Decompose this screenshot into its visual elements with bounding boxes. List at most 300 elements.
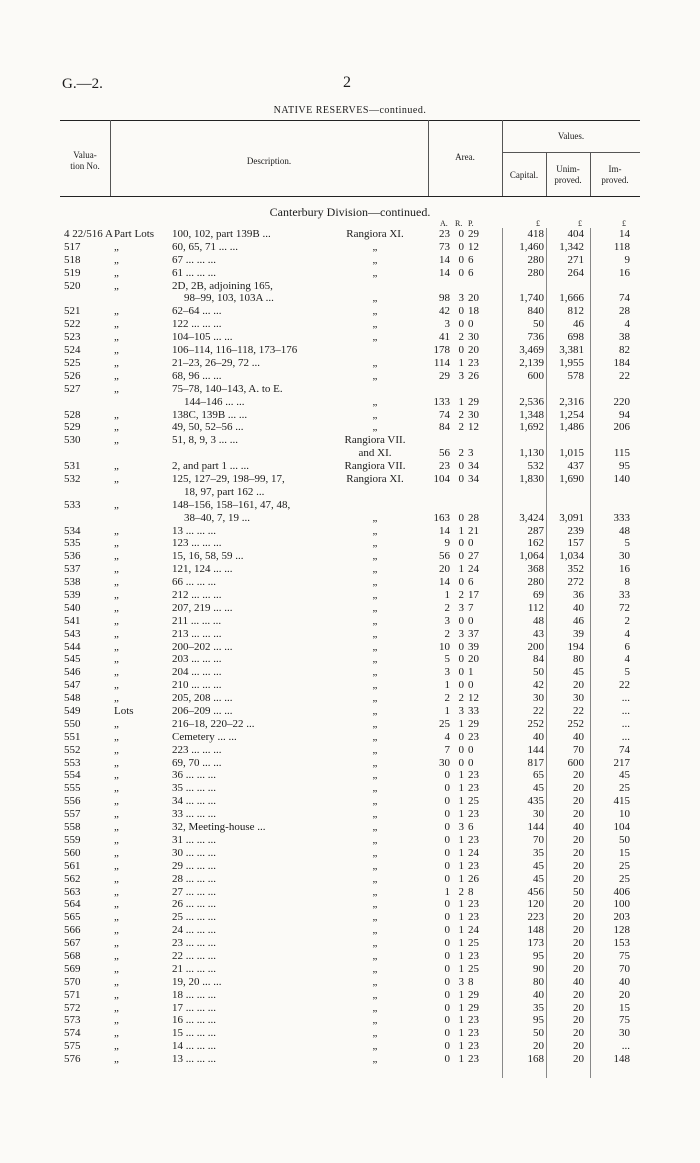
valuation-number: 562 — [64, 872, 81, 885]
valuation-number: 534 — [64, 524, 81, 537]
valuation-number: 541 — [64, 614, 81, 627]
lot-description: 60, 65, 71 ... ... — [172, 240, 238, 253]
valuation-number: 552 — [64, 743, 81, 756]
value-unimproved: 20 — [573, 937, 584, 950]
valuation-number: 555 — [64, 782, 81, 795]
table-row — [0, 821, 700, 834]
area-acres: 2 — [444, 601, 450, 614]
area-perches: 7 — [468, 601, 474, 614]
value-unimproved: 578 — [567, 369, 584, 382]
value-capital: 45 — [533, 782, 544, 795]
table-row — [0, 318, 700, 331]
table-row — [0, 615, 700, 628]
area-roods: 0 — [458, 344, 464, 357]
valuation-number: 525 — [64, 356, 81, 369]
value-capital: 200 — [527, 640, 544, 653]
value-unimproved: 40 — [573, 730, 584, 743]
area-acres: 1 — [444, 705, 450, 718]
value-unimproved: 45 — [573, 666, 584, 679]
value-unimproved: 70 — [573, 743, 584, 756]
value-improved: ... — [621, 717, 630, 730]
lot-prefix: „ — [114, 653, 119, 666]
district-name: „ — [372, 705, 378, 718]
area-acres: 0 — [444, 808, 450, 821]
lot-description: 21 ... ... ... — [172, 962, 216, 975]
district-name: „ — [372, 911, 378, 924]
value-capital: 50 — [533, 318, 544, 331]
unit-pound-capital: £ — [536, 219, 540, 228]
valuation-number: 521 — [64, 305, 81, 318]
area-acres: 178 — [433, 344, 450, 357]
area-acres: 29 — [439, 369, 450, 382]
district-name: „ — [372, 1001, 378, 1014]
col-header-area: Area. — [455, 152, 475, 162]
table-row — [0, 537, 700, 550]
value-capital: 148 — [527, 924, 544, 937]
lot-prefix: „ — [114, 408, 119, 421]
lot-description: 203 ... ... ... — [172, 653, 222, 666]
valuation-number: 564 — [64, 898, 81, 911]
value-improved: 128 — [613, 924, 630, 937]
lot-description: 61 ... ... ... — [172, 266, 216, 279]
value-capital: 280 — [527, 253, 544, 266]
area-perches: 12 — [468, 421, 479, 434]
area-roods: 3 — [458, 821, 464, 834]
value-capital: 30 — [533, 808, 544, 821]
lot-description: 29 ... ... ... — [172, 859, 216, 872]
lot-description: 24 ... ... ... — [172, 924, 216, 937]
area-acres: 2 — [444, 692, 450, 705]
table-row — [0, 499, 700, 525]
lot-prefix: „ — [114, 1040, 119, 1053]
valuation-number: 563 — [64, 885, 81, 898]
area-perches: 34 — [468, 460, 479, 473]
value-improved: 333 — [613, 511, 630, 524]
table-row — [0, 847, 700, 860]
area-perches: 21 — [468, 524, 479, 537]
valuation-number: 537 — [64, 563, 81, 576]
value-unimproved: 437 — [567, 460, 584, 473]
area-acres: 14 — [439, 253, 450, 266]
value-capital: 45 — [533, 859, 544, 872]
value-improved: 6 — [624, 640, 630, 653]
area-acres: 3 — [444, 666, 450, 679]
area-perches: 25 — [468, 795, 479, 808]
lot-prefix: „ — [114, 550, 119, 563]
district-name: „ — [372, 898, 378, 911]
value-capital: 35 — [533, 1001, 544, 1014]
area-roods: 1 — [458, 859, 464, 872]
value-improved: 140 — [613, 472, 630, 485]
lot-description: 15, 16, 58, 59 ... — [172, 550, 244, 563]
table-row — [0, 383, 700, 409]
lot-description: 13 ... ... ... — [172, 524, 216, 537]
valuation-number: 529 — [64, 421, 81, 434]
area-acres: 14 — [439, 576, 450, 589]
table-row — [0, 1053, 700, 1066]
district-name: „ — [372, 253, 378, 266]
valuation-number: 560 — [64, 846, 81, 859]
lot-description: 138C, 139B ... ... — [172, 408, 248, 421]
area-acres: 10 — [439, 640, 450, 653]
lot-prefix: „ — [114, 1027, 119, 1040]
value-unimproved: 20 — [573, 846, 584, 859]
area-acres: 0 — [444, 1014, 450, 1027]
value-improved: 28 — [619, 305, 630, 318]
district-name: „ — [372, 395, 378, 408]
table-row — [0, 898, 700, 911]
valuation-number: 551 — [64, 730, 81, 743]
value-improved: ... — [621, 692, 630, 705]
value-capital: 43 — [533, 627, 544, 640]
area-roods: 0 — [458, 730, 464, 743]
value-unimproved: 20 — [573, 833, 584, 846]
valuation-number: 553 — [64, 756, 81, 769]
area-acres: 2 — [444, 627, 450, 640]
valuation-number: 518 — [64, 253, 81, 266]
value-unimproved: 20 — [573, 1027, 584, 1040]
district-name: „ — [372, 305, 378, 318]
lot-description: 125, 127–29, 198–99, 17, — [172, 472, 285, 485]
area-roods: 0 — [458, 640, 464, 653]
valuation-number: 536 — [64, 550, 81, 563]
district-name: „ — [372, 679, 378, 692]
area-roods: 1 — [458, 988, 464, 1001]
value-improved: 82 — [619, 344, 630, 357]
lot-prefix: „ — [114, 421, 119, 434]
area-perches: 8 — [468, 885, 474, 898]
area-acres: 74 — [439, 408, 450, 421]
col-header-improved: Im- proved. — [601, 164, 629, 185]
lot-prefix: „ — [114, 717, 119, 730]
value-improved: 30 — [619, 550, 630, 563]
district-name: „ — [372, 808, 378, 821]
table-row — [0, 666, 700, 679]
area-roods: 1 — [458, 769, 464, 782]
valuation-number: 545 — [64, 653, 81, 666]
district-name: „ — [372, 756, 378, 769]
lot-description: 27 ... ... ... — [172, 885, 216, 898]
district-name: „ — [372, 601, 378, 614]
valuation-number: 524 — [64, 344, 81, 357]
value-capital: 173 — [527, 937, 544, 950]
area-roods: 3 — [458, 292, 464, 305]
area-perches: 23 — [468, 911, 479, 924]
lot-prefix: „ — [114, 563, 119, 576]
valuation-number: 559 — [64, 833, 81, 846]
area-perches: 23 — [468, 356, 479, 369]
value-improved: 206 — [613, 421, 630, 434]
lot-description: 19, 20 ... ... — [172, 975, 222, 988]
value-improved: ... — [621, 730, 630, 743]
valuation-number: 567 — [64, 937, 81, 950]
value-improved: 22 — [619, 369, 630, 382]
area-acres: 4 — [444, 730, 450, 743]
value-improved: ... — [621, 705, 630, 718]
area-acres: 0 — [444, 962, 450, 975]
lot-description: 2, and part 1 ... ... — [172, 460, 249, 473]
lot-description: 31 ... ... ... — [172, 833, 216, 846]
value-unimproved: 40 — [573, 821, 584, 834]
lot-description: 25 ... ... ... — [172, 911, 216, 924]
area-roods: 1 — [458, 395, 464, 408]
value-improved: 4 — [624, 318, 630, 331]
value-unimproved: 20 — [573, 911, 584, 924]
lot-description: 33 ... ... ... — [172, 808, 216, 821]
lot-prefix: „ — [114, 472, 119, 485]
valuation-number: 539 — [64, 589, 81, 602]
value-unimproved: 20 — [573, 1001, 584, 1014]
value-capital: 40 — [533, 988, 544, 1001]
valuation-number: 574 — [64, 1027, 81, 1040]
value-capital: 1,740 — [519, 292, 544, 305]
lot-prefix: „ — [114, 898, 119, 911]
table-row — [0, 782, 700, 795]
area-perches: 18 — [468, 305, 479, 318]
valuation-number: 547 — [64, 679, 81, 692]
value-improved: 104 — [613, 821, 630, 834]
value-capital: 90 — [533, 962, 544, 975]
area-roods: 1 — [458, 524, 464, 537]
lot-description: 206–209 ... ... — [172, 705, 233, 718]
lot-prefix: „ — [114, 1053, 119, 1066]
lot-prefix: „ — [114, 331, 119, 344]
area-roods: 3 — [458, 975, 464, 988]
value-capital: 35 — [533, 846, 544, 859]
valuation-number: 526 — [64, 369, 81, 382]
area-acres: 114 — [433, 356, 450, 369]
lot-description: 62–64 ... ... — [172, 305, 222, 318]
value-improved: 72 — [619, 601, 630, 614]
value-capital: 80 — [533, 975, 544, 988]
value-improved: 25 — [619, 872, 630, 885]
district-name-continued: and XI. — [358, 447, 392, 460]
area-roods: 1 — [458, 937, 464, 950]
value-unimproved: 352 — [567, 563, 584, 576]
table-row — [0, 267, 700, 280]
value-capital: 3,424 — [519, 511, 544, 524]
lot-prefix: „ — [114, 1001, 119, 1014]
value-improved: 4 — [624, 627, 630, 640]
table-row — [0, 860, 700, 873]
area-roods: 1 — [458, 833, 464, 846]
lot-prefix: Lots — [114, 705, 134, 718]
value-unimproved: 20 — [573, 808, 584, 821]
value-capital: 50 — [533, 1027, 544, 1040]
lot-prefix: „ — [114, 730, 119, 743]
document-reference: G.—2. — [62, 76, 103, 92]
table-row — [0, 886, 700, 899]
district-name: „ — [372, 949, 378, 962]
area-acres: 0 — [444, 821, 450, 834]
district-name: „ — [372, 240, 378, 253]
district-name: „ — [372, 640, 378, 653]
area-perches: 20 — [468, 292, 479, 305]
lot-description: 35 ... ... ... — [172, 782, 216, 795]
district-name: „ — [372, 627, 378, 640]
valuation-number: 517 — [64, 240, 81, 253]
area-roods: 2 — [458, 885, 464, 898]
value-unimproved: 36 — [573, 589, 584, 602]
col-header-valuation: Valua- tion No. — [70, 150, 100, 171]
area-roods: 0 — [458, 228, 464, 240]
lot-description-continued: 144–146 ... ... — [184, 395, 245, 408]
value-unimproved: 20 — [573, 859, 584, 872]
valuation-number: 566 — [64, 924, 81, 937]
value-unimproved: 1,690 — [559, 472, 584, 485]
area-acres: 0 — [444, 898, 450, 911]
area-perches: 23 — [468, 1040, 479, 1053]
value-improved: 4 — [624, 653, 630, 666]
value-improved: 406 — [613, 885, 630, 898]
area-roods: 0 — [458, 653, 464, 666]
area-roods: 0 — [458, 511, 464, 524]
page-number: 2 — [343, 74, 351, 91]
value-unimproved: 20 — [573, 795, 584, 808]
lot-prefix: „ — [114, 382, 119, 395]
lot-description: 216–18, 220–22 ... — [172, 717, 255, 730]
district-name: „ — [372, 614, 378, 627]
district-name: „ — [372, 859, 378, 872]
valuation-number: 528 — [64, 408, 81, 421]
value-improved: 5 — [624, 666, 630, 679]
lot-description: 211 ... ... ... — [172, 614, 222, 627]
table-row — [0, 718, 700, 731]
table-row — [0, 911, 700, 924]
area-acres: 163 — [433, 511, 450, 524]
value-unimproved: 80 — [573, 653, 584, 666]
lot-description: Cemetery ... ... — [172, 730, 237, 743]
district-name: „ — [372, 846, 378, 859]
value-unimproved: 239 — [567, 524, 584, 537]
table-row — [0, 1027, 700, 1040]
lot-prefix: „ — [114, 795, 119, 808]
value-capital: 1,348 — [519, 408, 544, 421]
valuation-number: 561 — [64, 859, 81, 872]
value-unimproved: 30 — [573, 692, 584, 705]
value-capital: 22 — [533, 705, 544, 718]
valuation-number: 4 22/516 A — [64, 228, 113, 240]
value-unimproved: 39 — [573, 627, 584, 640]
value-unimproved: 20 — [573, 1014, 584, 1027]
lot-prefix: „ — [114, 601, 119, 614]
lot-description: 212 ... ... ... — [172, 589, 222, 602]
table-row — [0, 963, 700, 976]
table-row — [0, 744, 700, 757]
district-name: „ — [372, 885, 378, 898]
valuation-number: 523 — [64, 331, 81, 344]
col-header-values: Values. — [557, 131, 585, 141]
lot-description: 68, 96 ... ... — [172, 369, 222, 382]
value-improved: 184 — [613, 356, 630, 369]
value-unimproved: 600 — [567, 756, 584, 769]
table-row — [0, 641, 700, 654]
area-roods: 2 — [458, 692, 464, 705]
area-roods: 1 — [458, 898, 464, 911]
area-perches: 27 — [468, 550, 479, 563]
area-perches: 29 — [468, 1001, 479, 1014]
value-capital: 3,469 — [519, 344, 544, 357]
area-roods: 1 — [458, 795, 464, 808]
value-capital: 168 — [527, 1053, 544, 1066]
area-roods: 1 — [458, 1027, 464, 1040]
valuation-number: 530 — [64, 434, 81, 447]
area-roods: 1 — [458, 924, 464, 937]
area-acres: 7 — [444, 743, 450, 756]
value-capital: 69 — [533, 589, 544, 602]
table-top-rule — [60, 120, 640, 121]
value-unimproved: 20 — [573, 1053, 584, 1066]
lot-prefix: „ — [114, 833, 119, 846]
unit-roods: R. — [455, 219, 463, 228]
district-name: „ — [372, 782, 378, 795]
value-improved: 118 — [613, 240, 630, 253]
lot-prefix: „ — [114, 1014, 119, 1027]
area-acres: 0 — [444, 833, 450, 846]
value-capital: 287 — [527, 524, 544, 537]
area-perches: 0 — [468, 318, 474, 331]
value-improved: 50 — [619, 833, 630, 846]
lot-prefix: „ — [114, 962, 119, 975]
area-acres: 41 — [439, 331, 450, 344]
table-row — [0, 241, 700, 254]
area-acres: 0 — [444, 911, 450, 924]
area-perches: 0 — [468, 756, 474, 769]
value-improved: 217 — [613, 756, 630, 769]
table-row — [0, 679, 700, 692]
area-acres: 98 — [439, 292, 450, 305]
area-roods: 1 — [458, 356, 464, 369]
lot-prefix: „ — [114, 589, 119, 602]
value-capital: 418 — [527, 228, 544, 240]
district-name: „ — [372, 421, 378, 434]
table-row — [0, 473, 700, 499]
area-roods: 1 — [458, 717, 464, 730]
area-acres: 9 — [444, 537, 450, 550]
district-name: „ — [372, 1027, 378, 1040]
value-capital: 252 — [527, 717, 544, 730]
area-roods: 1 — [458, 949, 464, 962]
area-perches: 23 — [468, 782, 479, 795]
area-perches: 23 — [468, 1014, 479, 1027]
area-perches: 30 — [468, 408, 479, 421]
value-unimproved: 1,955 — [559, 356, 584, 369]
area-roods: 1 — [458, 782, 464, 795]
table-row — [0, 421, 700, 434]
district-name: Rangiora XI. — [346, 228, 404, 240]
area-perches: 1 — [468, 666, 474, 679]
area-perches: 37 — [468, 627, 479, 640]
area-roods: 0 — [458, 305, 464, 318]
value-improved: 14 — [619, 228, 630, 240]
table-row — [0, 1040, 700, 1053]
value-unimproved: 698 — [567, 331, 584, 344]
value-unimproved: 20 — [573, 949, 584, 962]
area-roods: 1 — [458, 911, 464, 924]
table-body — [0, 228, 700, 1066]
value-improved: 74 — [619, 292, 630, 305]
area-perches: 6 — [468, 266, 474, 279]
area-acres: 1 — [444, 885, 450, 898]
value-unimproved: 3,381 — [559, 344, 584, 357]
area-perches: 23 — [468, 898, 479, 911]
area-perches: 34 — [468, 472, 479, 485]
area-roods: 0 — [458, 253, 464, 266]
value-improved: 2 — [624, 614, 630, 627]
lot-description: 23 ... ... ... — [172, 937, 216, 950]
value-improved: 15 — [619, 1001, 630, 1014]
area-roods: 3 — [458, 601, 464, 614]
